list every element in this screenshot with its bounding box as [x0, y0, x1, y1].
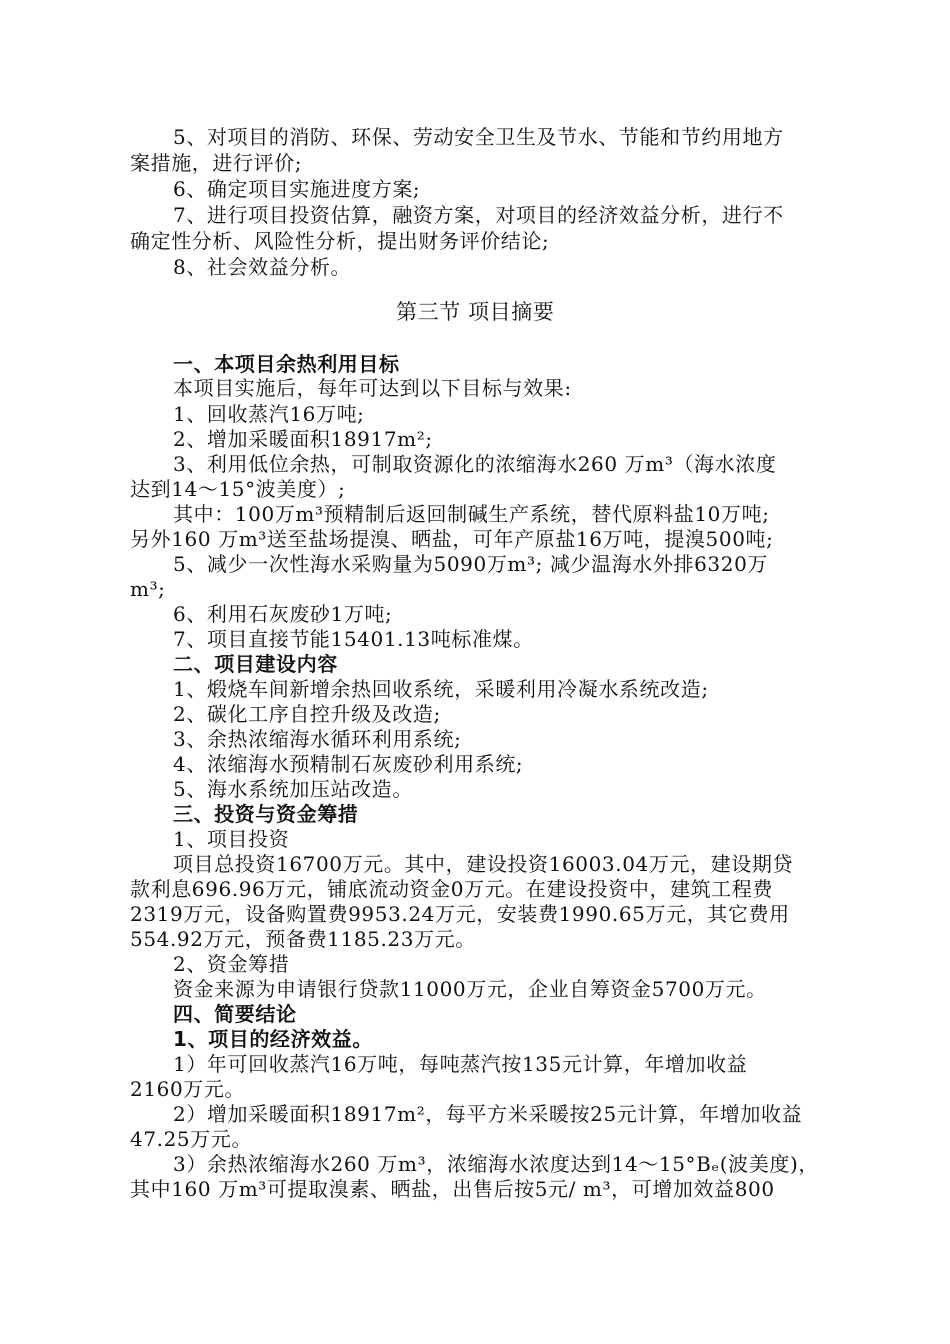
- paragraph-line: 554.92万元，预备费1185.23万元。: [130, 927, 476, 951]
- paragraph-line: 其中160 万m³可提取溴素、晒盐，出售后按5元/ m³，可增加效益800: [130, 1177, 775, 1201]
- paragraph-line: 1、回收蒸汽16万吨;: [173, 402, 365, 426]
- item-7-line-1: 7、进行项目投资估算，融资方案，对项目的经济效益分析，进行不: [173, 203, 784, 227]
- heading-3: 三、投资与资金筹措: [173, 802, 359, 826]
- paragraph-line: 本项目实施后，每年可达到以下目标与效果:: [173, 376, 572, 400]
- paragraph-line: 其中：100万m³预精制后返回制碱生产系统，替代原料盐10万吨;: [173, 502, 770, 526]
- paragraph-line: 2319万元，设备购置费9953.24万元，安装费1990.65万元，其它费用: [130, 902, 790, 926]
- paragraph-line: 7、项目直接节能15401.13吨标准煤。: [173, 627, 534, 651]
- item-6: 6、确定项目实施进度方案;: [173, 177, 421, 201]
- paragraph-line: m³;: [130, 577, 166, 601]
- paragraph-line: 项目总投资16700万元。其中，建设投资16003.04万元，建设期贷: [173, 852, 794, 876]
- paragraph-line: 3、余热浓缩海水循环利用系统;: [173, 727, 462, 751]
- paragraph-line: 2、碳化工序自控升级及改造;: [173, 702, 441, 726]
- item-8: 8、社会效益分析。: [173, 255, 352, 279]
- paragraph-line: 6、利用石灰废砂1万吨;: [173, 602, 393, 626]
- item-7-line-2: 确定性分析、风险性分析，提出财务评价结论;: [130, 229, 550, 253]
- paragraph-line: 5、减少一次性海水采购量为5090万m³; 减少温海水外排6320万: [173, 552, 768, 576]
- item-5-line-1: 5、对项目的消防、环保、劳动安全卫生及节水、节能和节约用地方: [173, 125, 784, 149]
- heading-2: 二、项目建设内容: [173, 652, 338, 676]
- paragraph-line: 2、资金筹措: [173, 952, 290, 976]
- paragraph-line: 资金来源为申请银行贷款11000万元，企业自筹资金5700万元。: [173, 977, 767, 1001]
- paragraph-line: 2160万元。: [130, 1077, 246, 1101]
- heading-1: 一、本项目余热利用目标: [173, 352, 400, 376]
- paragraph-line: 5、海水系统加压站改造。: [173, 777, 413, 801]
- subheading-economic-benefit: 1、项目的经济效益。: [173, 1027, 373, 1051]
- paragraph-line: 1、煅烧车间新增余热回收系统，采暖利用冷凝水系统改造;: [173, 677, 709, 701]
- paragraph-line: 47.25万元。: [130, 1127, 253, 1151]
- paragraph-line: 2）增加采暖面积18917m²，每平方米采暖按25元计算，年增加收益: [173, 1102, 803, 1126]
- paragraph-line: 款利息696.96万元，铺底流动资金0万元。在建设投资中，建筑工程费: [130, 877, 774, 901]
- paragraph-line: 1）年可回收蒸汽16万吨，每吨蒸汽按135元计算，年增加收益: [173, 1052, 748, 1076]
- paragraph-line: 1、项目投资: [173, 827, 290, 851]
- section-title: 第三节 项目摘要: [396, 300, 555, 324]
- paragraph-line: 达到14～15°波美度）;: [130, 477, 346, 501]
- heading-4: 四、简要结论: [173, 1002, 297, 1026]
- paragraph-line: 另外160 万m³送至盐场提溴、晒盐，可年产原盐16万吨，提溴500吨;: [130, 527, 774, 551]
- item-5-line-2: 案措施，进行评价;: [130, 151, 303, 175]
- paragraph-line: 3、利用低位余热，可制取资源化的浓缩海水260 万m³（海水浓度: [173, 452, 777, 476]
- paragraph-line: 2、增加采暖面积18917m²;: [173, 427, 433, 451]
- paragraph-line: 4、浓缩海水预精制石灰废砂利用系统;: [173, 752, 524, 776]
- paragraph-line: 3）余热浓缩海水260 万m³，浓缩海水浓度达到14～15°Bₑ(波美度)，: [173, 1152, 819, 1176]
